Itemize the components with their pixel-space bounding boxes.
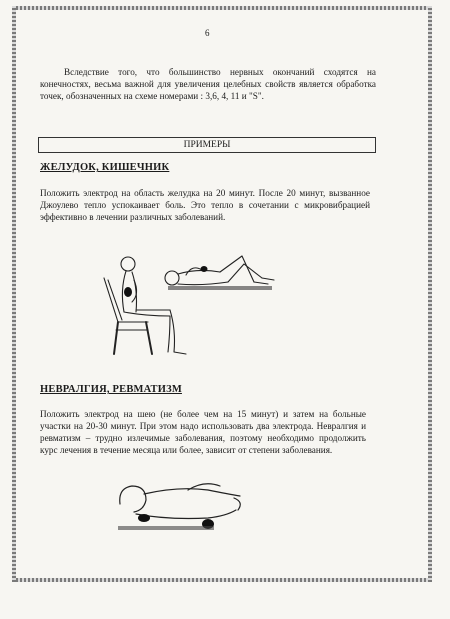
- page-number: 6: [205, 28, 210, 38]
- electrode-icon-2: [201, 266, 208, 272]
- section-heading-stomach: ЖЕЛУДОК, КИШЕЧНИК: [40, 162, 170, 173]
- page-border-bottom: [12, 578, 432, 582]
- section-heading-neuralgia: НЕВРАЛГИЯ, РЕВМАТИЗМ: [40, 384, 182, 395]
- section-paragraph-stomach: Положить электрод на область желудка на 20 минут. После 20 минут, вызванное Джоулево тепло успокаивает боль. Это тепло в сочетании с микровибрацией эффективно в лечении различных заболеваний.: [40, 188, 370, 222]
- page-border-left: [12, 6, 16, 582]
- lying-neck-electrode-illustration: [108, 476, 248, 546]
- intro-paragraph: Вследствие того, что большинство нервных окончаний сходятся на конечностях, весьма важной для увеличения целебных свойств является обработка точек, обозначенных на схеме номерами : 3,6, 4, 11 и "S".: [40, 67, 376, 101]
- examples-title-box: [38, 137, 376, 153]
- section-paragraph-neuralgia: Положить электрод на шею (не более чем на 15 минут) и затем на больные участки на 20-30 минут. При этом надо использовать два электрода. Невралгия и ревматизм – трудно излечимые заболевания, поэтому необходимо продолжить курс лечения в течение месяца или более, зависит от степени заболевания.: [40, 409, 366, 455]
- examples-title: ПРИМЕРЫ: [183, 140, 231, 150]
- page-border-right: [428, 6, 432, 582]
- electrode-icon: [124, 287, 132, 297]
- lying-person-illustration: [158, 248, 288, 296]
- page-border-top: [12, 6, 432, 10]
- neck-electrode-icon: [138, 514, 150, 522]
